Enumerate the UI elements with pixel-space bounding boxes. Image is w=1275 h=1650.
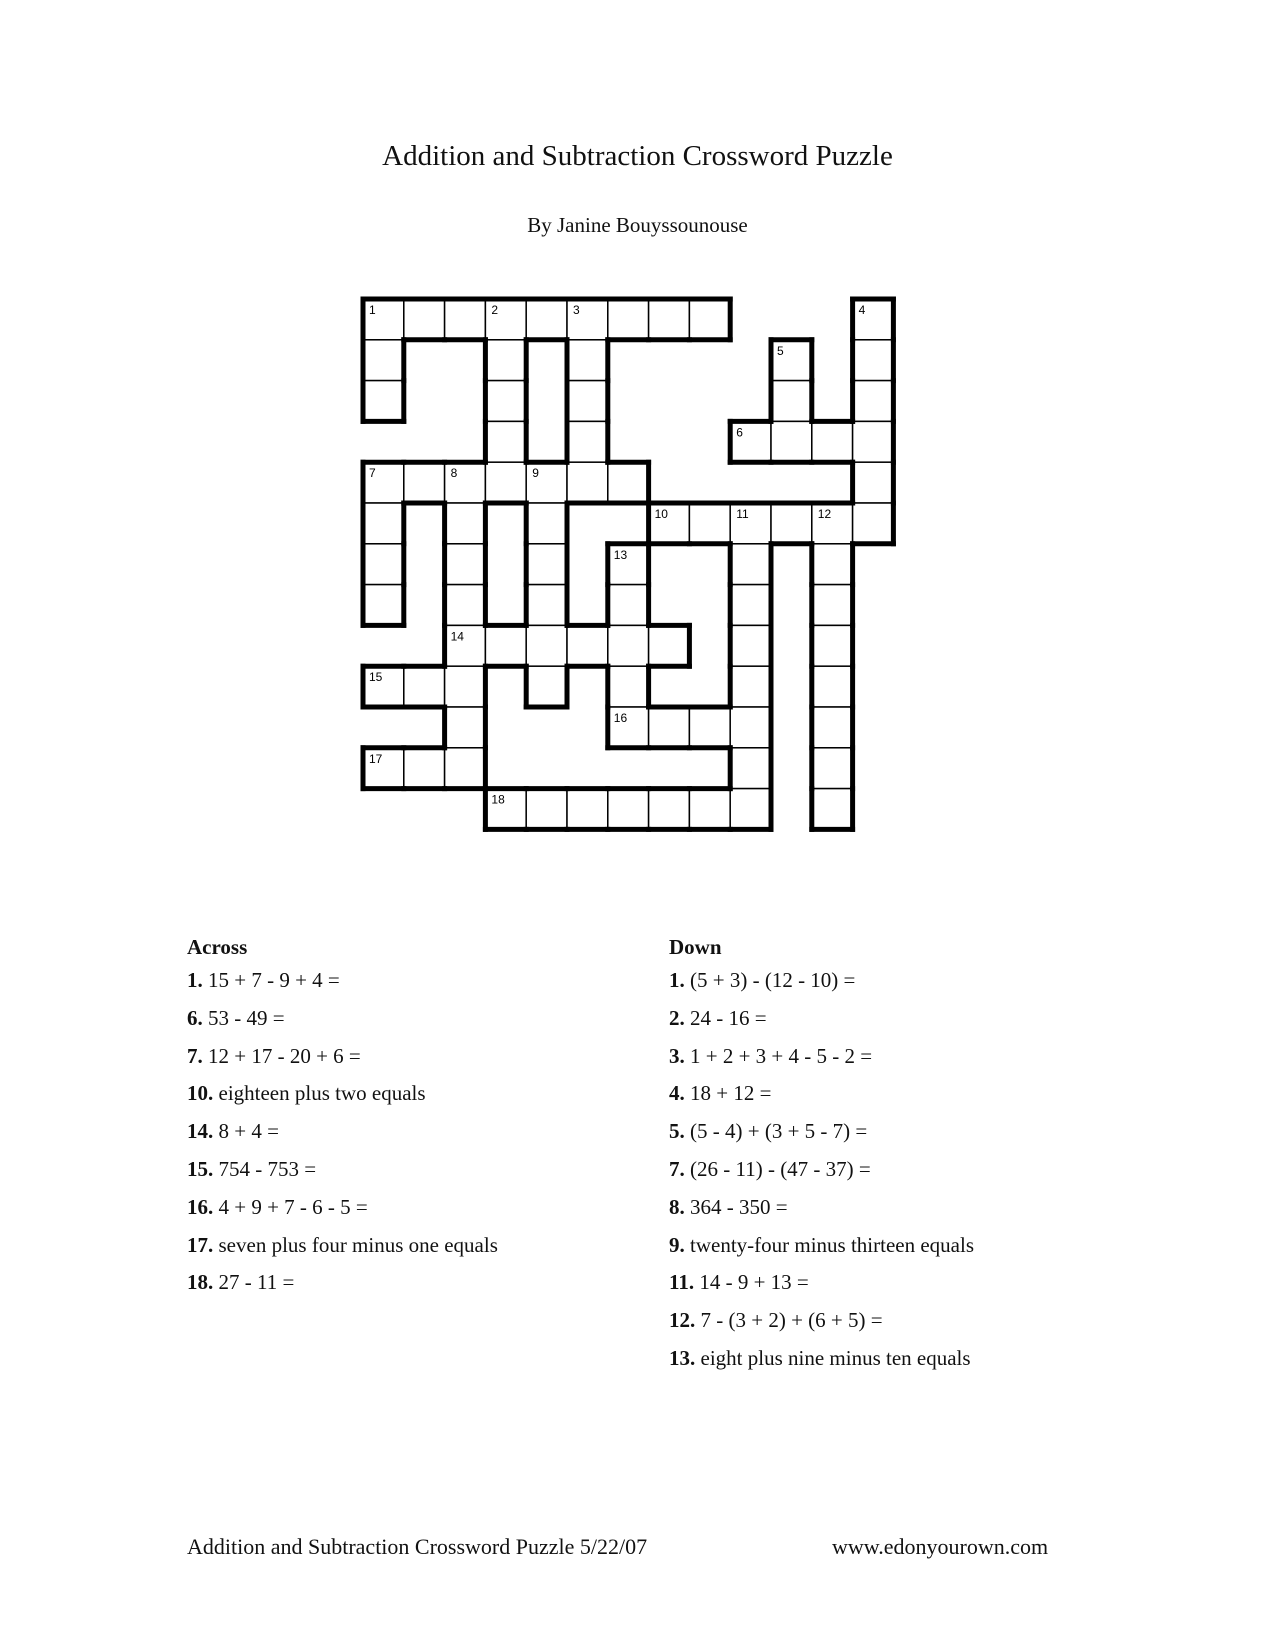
clue-text: 27 - 11 =	[213, 1270, 295, 1295]
clue-number-label: 4	[858, 303, 866, 317]
grid-cell[interactable]	[485, 625, 526, 666]
page-title: Addition and Subtraction Crossword Puzzle	[382, 140, 893, 172]
clue-number-label: 7	[369, 466, 376, 481]
across-clues	[187, 935, 627, 1308]
grid-cell[interactable]	[730, 789, 771, 830]
grid-cell[interactable]	[526, 625, 567, 666]
across-clue	[187, 1233, 627, 1271]
grid-cell[interactable]	[608, 462, 649, 503]
grid-cell[interactable]	[812, 748, 853, 789]
clue-number: 6.	[187, 1005, 203, 1030]
grid-cell[interactable]	[689, 503, 730, 544]
grid-cell[interactable]	[445, 503, 486, 544]
clue-number-label: 2	[491, 303, 499, 317]
clue-text: 8 + 4 =	[213, 1119, 279, 1144]
grid-cell[interactable]	[526, 585, 567, 626]
clue-text: seven plus four minus one equals	[213, 1232, 498, 1257]
clue-text: 15 + 7 - 9 + 4 =	[202, 968, 340, 992]
clue-number: 7.	[187, 1043, 203, 1068]
grid-cell[interactable]	[363, 340, 404, 381]
clue-number: 5.	[669, 1119, 685, 1144]
grid-cell[interactable]	[567, 381, 608, 422]
down-clues	[669, 935, 1169, 1384]
grid-cell[interactable]	[526, 666, 567, 707]
grid-cell[interactable]	[649, 789, 690, 830]
grid-cell[interactable]	[853, 340, 894, 381]
clue-number-label: 13	[613, 547, 628, 562]
clue-text: 18 + 12 =	[684, 1081, 772, 1106]
across-clue	[187, 1006, 627, 1044]
grid-cell[interactable]	[485, 340, 526, 381]
down-clue	[669, 1233, 1169, 1271]
clue-text: (5 - 4) + (3 + 5 - 7) =	[684, 1119, 868, 1144]
grid-cell[interactable]	[730, 625, 771, 666]
down-clue	[669, 1044, 1169, 1082]
clue-number: 7.	[669, 1156, 685, 1181]
grid-cell[interactable]	[404, 462, 445, 503]
grid-cell[interactable]	[853, 503, 894, 544]
clue-text: 4 + 9 + 7 - 6 - 5 =	[213, 1194, 368, 1219]
grid-cell[interactable]	[363, 503, 404, 544]
clue-number: 4.	[669, 1081, 685, 1106]
grid-cell[interactable]	[526, 789, 567, 830]
clue-text: 754 - 753 =	[213, 1156, 317, 1181]
clue-number-label: 16	[613, 711, 628, 725]
clue-number: 10.	[187, 1081, 214, 1106]
clue-text: 53 - 49 =	[202, 1005, 285, 1030]
clue-number: 1.	[187, 968, 203, 992]
down-clue	[669, 1119, 1169, 1157]
clue-number-label: 9	[532, 466, 539, 481]
clue-number-label: 6	[736, 425, 743, 440]
down-heading: Down	[669, 935, 722, 959]
grid-cell[interactable]	[812, 666, 853, 707]
grid-cell[interactable]	[608, 625, 649, 666]
grid-cell[interactable]	[689, 789, 730, 830]
clue-text: eight plus nine minus ten equals	[695, 1345, 971, 1370]
grid-cell[interactable]	[445, 299, 486, 340]
grid-cell[interactable]	[445, 585, 486, 626]
grid-cell[interactable]	[445, 544, 486, 585]
clue-text: eighteen plus two equals	[213, 1081, 426, 1106]
clue-number-label: 11	[736, 507, 749, 521]
clue-number: 13.	[669, 1345, 696, 1370]
grid-cell[interactable]	[445, 748, 486, 789]
down-clue	[669, 1308, 1169, 1346]
grid-cell[interactable]	[771, 503, 812, 544]
clue-number: 14.	[187, 1119, 214, 1144]
clue-number: 16.	[187, 1194, 214, 1219]
clue-text: 14 - 9 + 13 =	[694, 1270, 809, 1295]
footer-title: Addition and Subtraction Crossword Puzzle 5/22/07	[187, 1534, 648, 1559]
grid-cell[interactable]	[485, 462, 526, 503]
grid-cell[interactable]	[404, 666, 445, 707]
clue-text: 364 - 350 =	[684, 1194, 788, 1219]
clue-number: 8.	[669, 1194, 685, 1219]
clue-number: 9.	[669, 1232, 685, 1257]
clue-number-label: 5	[777, 343, 784, 358]
author-byline: By Janine Bouyssounouse	[527, 213, 748, 237]
footer-url: www.edonyourown.com	[832, 1534, 1049, 1559]
clue-text: (5 + 3) - (12 - 10) =	[684, 968, 856, 992]
grid-cell[interactable]	[812, 544, 853, 585]
grid-cell[interactable]	[730, 748, 771, 789]
across-heading: Across	[187, 935, 248, 959]
clue-number-label: 17	[369, 751, 383, 766]
clue-number: 15.	[187, 1156, 214, 1181]
clue-text: 7 - (3 + 2) + (6 + 5) =	[695, 1308, 883, 1333]
grid-cell[interactable]	[485, 421, 526, 462]
grid-cell[interactable]	[812, 625, 853, 666]
grid-cell[interactable]	[649, 707, 690, 748]
clue-number-label: 3	[573, 303, 580, 317]
grid-cell[interactable]	[363, 381, 404, 422]
down-clue	[669, 1195, 1169, 1233]
clue-number-label: 8	[450, 466, 458, 481]
clue-text: twenty-four minus thirteen equals	[684, 1232, 975, 1257]
grid-cell[interactable]	[567, 462, 608, 503]
grid-cell[interactable]	[771, 381, 812, 422]
grid-cell[interactable]	[608, 585, 649, 626]
grid-cell[interactable]	[363, 585, 404, 626]
grid-cell[interactable]	[730, 707, 771, 748]
clue-number-label: 14	[450, 629, 464, 644]
grid-cell[interactable]	[812, 585, 853, 626]
clue-text: (26 - 11) - (47 - 37) =	[684, 1156, 871, 1181]
clue-text: 12 + 17 - 20 + 6 =	[202, 1043, 361, 1068]
grid-cell[interactable]	[567, 625, 608, 666]
clue-number: 17.	[187, 1232, 214, 1257]
across-clue	[187, 968, 627, 1006]
clue-number-label: 18	[491, 792, 505, 807]
across-clue	[187, 1270, 627, 1308]
clue-number-label: 15	[369, 670, 383, 685]
clue-number-label: 10	[654, 507, 668, 521]
grid-cell[interactable]	[771, 421, 812, 462]
grid-cell[interactable]	[567, 421, 608, 462]
grid-cell[interactable]	[526, 299, 567, 340]
grid-cell[interactable]	[730, 544, 771, 585]
grid-cell[interactable]	[608, 666, 649, 707]
grid-cell[interactable]	[812, 421, 853, 462]
grid-cell[interactable]	[689, 707, 730, 748]
grid-cell[interactable]	[404, 299, 445, 340]
clue-text: 1 + 2 + 3 + 4 - 5 - 2 =	[684, 1043, 873, 1068]
across-clue	[187, 1044, 627, 1082]
across-clue	[187, 1195, 627, 1233]
grid-cell[interactable]	[649, 625, 690, 666]
grid-cell[interactable]	[445, 666, 486, 707]
grid-cell[interactable]	[853, 421, 894, 462]
clue-number: 11.	[669, 1270, 695, 1295]
grid-cell[interactable]	[812, 789, 853, 830]
grid-cell[interactable]	[445, 707, 486, 748]
grid-cell[interactable]	[853, 462, 894, 503]
grid-cell[interactable]	[526, 503, 567, 544]
grid-cell[interactable]	[608, 299, 649, 340]
grid-cell[interactable]	[730, 666, 771, 707]
clue-number-label: 12	[817, 507, 832, 521]
down-clue	[669, 1157, 1169, 1195]
across-clue	[187, 1157, 627, 1195]
clue-number: 2.	[669, 1005, 685, 1030]
clue-text: 24 - 16 =	[684, 1005, 767, 1030]
grid-cell[interactable]	[689, 299, 730, 340]
grid-cell[interactable]	[730, 585, 771, 626]
grid-cell[interactable]	[485, 381, 526, 422]
clue-number: 3.	[669, 1043, 685, 1068]
grid-cell[interactable]	[363, 544, 404, 585]
down-clue	[669, 1346, 1169, 1384]
grid-cell[interactable]	[608, 789, 649, 830]
down-clue	[669, 968, 1169, 1006]
grid-cell[interactable]	[567, 789, 608, 830]
grid-cell[interactable]	[649, 299, 690, 340]
clue-number: 18.	[187, 1270, 214, 1295]
down-clue	[669, 1081, 1169, 1119]
down-clue	[669, 1006, 1169, 1044]
grid-cell[interactable]	[812, 707, 853, 748]
grid-cell[interactable]	[853, 381, 894, 422]
clue-number: 12.	[669, 1308, 696, 1333]
across-clue	[187, 1119, 627, 1157]
grid-cell[interactable]	[526, 544, 567, 585]
grid-cell[interactable]	[567, 340, 608, 381]
down-clue	[669, 1270, 1169, 1308]
clue-number: 1.	[669, 968, 685, 992]
across-clue	[187, 1081, 627, 1119]
clue-number-label: 1	[369, 303, 376, 317]
grid-cell[interactable]	[404, 748, 445, 789]
